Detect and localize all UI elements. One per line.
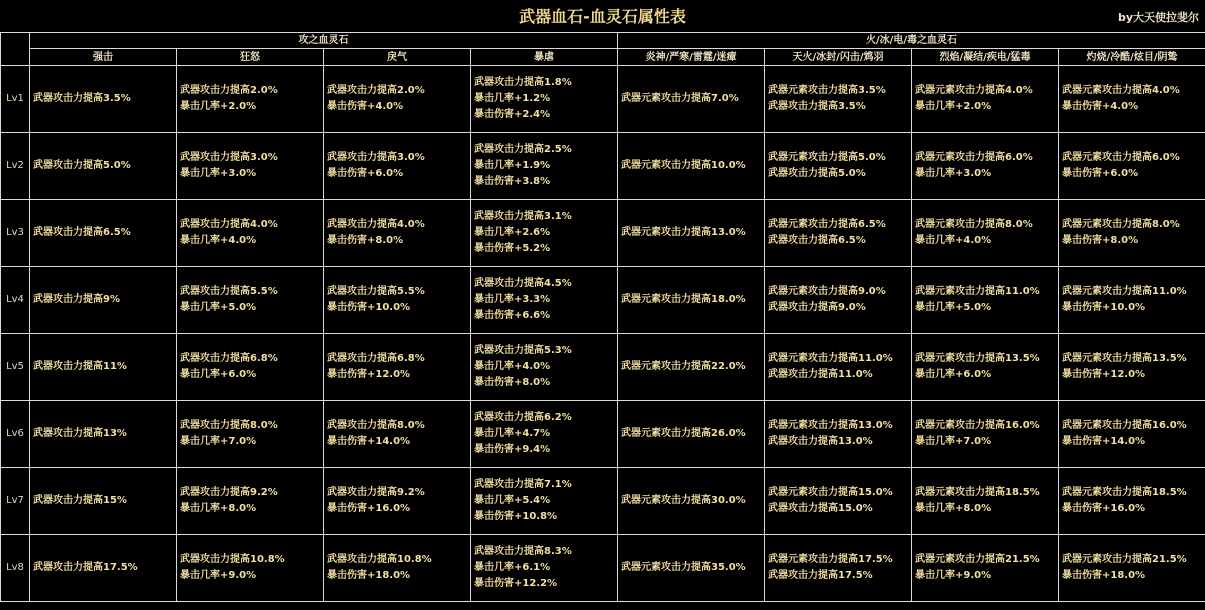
attribute-line: 武器攻击力提高4.5% bbox=[474, 278, 572, 289]
attribute-cell bbox=[618, 334, 765, 401]
attribute-line: 武器元素攻击力提高4.0% bbox=[915, 85, 1033, 96]
attribute-line: 暴击伤害+14.0% bbox=[327, 436, 411, 447]
attribute-line: 武器攻击力提高5.0% bbox=[33, 160, 131, 171]
column-header: 强击 bbox=[30, 49, 177, 66]
attribute-cell bbox=[618, 267, 765, 334]
attribute-cell bbox=[912, 66, 1059, 133]
attribute-line: 暴击几率+2.0% bbox=[180, 101, 257, 112]
attribute-line: 暴击伤害+5.2% bbox=[474, 243, 551, 254]
page-title: 武器血石-血灵石属性表 bbox=[519, 7, 686, 26]
attribute-cell bbox=[324, 468, 471, 535]
table-row bbox=[1, 133, 1205, 200]
attribute-line: 武器元素攻击力提高18.5% bbox=[915, 487, 1040, 498]
attribute-line: 武器攻击力提高6.5% bbox=[768, 235, 866, 246]
attribute-line: 暴击伤害+12.0% bbox=[1062, 369, 1146, 380]
attribute-line: 武器攻击力提高6.8% bbox=[180, 353, 278, 364]
bloodstone-attribute-table bbox=[0, 32, 1205, 602]
attribute-line: 武器攻击力提高2.0% bbox=[180, 85, 278, 96]
attribute-line: 暴击几率+4.0% bbox=[474, 361, 551, 372]
attribute-line: 暴击几率+7.0% bbox=[915, 436, 992, 447]
level-label: Lv7 bbox=[1, 468, 30, 535]
attribute-line: 暴击几率+5.0% bbox=[915, 302, 992, 313]
attribute-cell bbox=[765, 200, 912, 267]
attribute-line: 暴击伤害+18.0% bbox=[327, 570, 411, 581]
attribute-line: 武器攻击力提高2.5% bbox=[474, 144, 572, 155]
attribute-line: 暴击伤害+12.2% bbox=[474, 578, 558, 589]
attribute-line: 武器元素攻击力提高11.0% bbox=[915, 286, 1040, 297]
attribute-line: 武器攻击力提高5.3% bbox=[474, 345, 572, 356]
attribute-cell bbox=[324, 200, 471, 267]
attribute-line: 暴击几率+7.0% bbox=[180, 436, 257, 447]
attribute-line: 暴击伤害+8.0% bbox=[474, 377, 551, 388]
attribute-line: 武器元素攻击力提高16.0% bbox=[915, 420, 1040, 431]
attribute-line: 暴击几率+9.0% bbox=[915, 570, 992, 581]
attribute-line: 暴击几率+2.6% bbox=[474, 227, 551, 238]
group-header-element: 火/冰/电/毒之血灵石 bbox=[618, 33, 1205, 49]
attribute-line: 武器元素攻击力提高17.5% bbox=[768, 554, 893, 565]
attribute-line: 暴击伤害+10.0% bbox=[327, 302, 411, 313]
attribute-line: 暴击几率+3.0% bbox=[915, 168, 992, 179]
attribute-cell bbox=[618, 200, 765, 267]
column-header: 狂怒 bbox=[177, 49, 324, 66]
attribute-line: 武器元素攻击力提高16.0% bbox=[1062, 420, 1187, 431]
attribute-cell bbox=[1059, 468, 1205, 535]
attribute-line: 暴击伤害+10.8% bbox=[474, 511, 558, 522]
attribute-line: 暴击伤害+8.0% bbox=[327, 235, 404, 246]
attribute-cell bbox=[324, 267, 471, 334]
attribute-line: 暴击几率+5.0% bbox=[180, 302, 257, 313]
attribute-line: 暴击几率+2.0% bbox=[915, 101, 992, 112]
attribute-cell bbox=[30, 267, 177, 334]
table-row bbox=[1, 334, 1205, 401]
attribute-cell bbox=[912, 535, 1059, 602]
attribute-cell bbox=[765, 535, 912, 602]
attribute-cell bbox=[177, 535, 324, 602]
attribute-cell bbox=[618, 535, 765, 602]
attribute-line: 暴击伤害+9.4% bbox=[474, 444, 551, 455]
attribute-cell bbox=[471, 468, 618, 535]
attribute-line: 武器元素攻击力提高18.0% bbox=[621, 294, 746, 305]
attribute-line: 武器元素攻击力提高13.0% bbox=[768, 420, 893, 431]
attribute-cell bbox=[177, 66, 324, 133]
attribute-line: 武器元素攻击力提高13.5% bbox=[915, 353, 1040, 364]
corner-cell bbox=[1, 33, 30, 66]
attribute-cell bbox=[471, 66, 618, 133]
level-label: Lv2 bbox=[1, 133, 30, 200]
attribute-cell bbox=[912, 334, 1059, 401]
attribute-line: 暴击几率+9.0% bbox=[180, 570, 257, 581]
attribute-line: 武器攻击力提高13.0% bbox=[768, 436, 873, 447]
attribute-line: 武器元素攻击力提高11.0% bbox=[768, 353, 893, 364]
attribute-line: 武器攻击力提高15.0% bbox=[768, 503, 873, 514]
attribute-cell bbox=[912, 133, 1059, 200]
table-row bbox=[1, 200, 1205, 267]
attribute-cell bbox=[471, 133, 618, 200]
attribute-line: 武器攻击力提高6.2% bbox=[474, 412, 572, 423]
attribute-line: 武器攻击力提高8.3% bbox=[474, 546, 572, 557]
attribute-line: 武器攻击力提高8.0% bbox=[180, 420, 278, 431]
attribute-line: 武器元素攻击力提高6.0% bbox=[915, 152, 1033, 163]
attribute-cell bbox=[912, 468, 1059, 535]
attribute-line: 武器攻击力提高3.0% bbox=[327, 152, 425, 163]
attribute-line: 武器攻击力提高3.1% bbox=[474, 211, 572, 222]
attribute-line: 武器攻击力提高6.8% bbox=[327, 353, 425, 364]
attribute-line: 武器攻击力提高4.0% bbox=[327, 219, 425, 230]
attribute-line: 暴击伤害+6.0% bbox=[1062, 168, 1139, 179]
attribute-line: 暴击伤害+6.0% bbox=[327, 168, 404, 179]
attribute-line: 武器攻击力提高7.1% bbox=[474, 479, 572, 490]
attribute-line: 武器攻击力提高11% bbox=[33, 361, 127, 372]
attribute-cell bbox=[912, 267, 1059, 334]
attribute-line: 武器元素攻击力提高35.0% bbox=[621, 562, 746, 573]
attribute-cell bbox=[177, 468, 324, 535]
attribute-cell bbox=[177, 334, 324, 401]
attribute-line: 武器元素攻击力提高11.0% bbox=[1062, 286, 1187, 297]
attribute-line: 武器攻击力提高5.5% bbox=[180, 286, 278, 297]
group-header-attack: 攻之血灵石 bbox=[30, 33, 618, 49]
table-row bbox=[1, 468, 1205, 535]
attribute-line: 暴击几率+8.0% bbox=[915, 503, 992, 514]
table-row bbox=[1, 66, 1205, 133]
attribute-line: 暴击几率+1.9% bbox=[474, 160, 551, 171]
attribute-line: 暴击伤害+2.4% bbox=[474, 109, 551, 120]
attribute-line: 武器元素攻击力提高8.0% bbox=[1062, 219, 1180, 230]
attribute-line: 武器元素攻击力提高6.5% bbox=[768, 219, 886, 230]
attribute-line: 暴击伤害+16.0% bbox=[327, 503, 411, 514]
attribute-cell bbox=[30, 468, 177, 535]
attribute-line: 武器攻击力提高10.8% bbox=[327, 554, 432, 565]
attribute-cell bbox=[30, 334, 177, 401]
attribute-line: 武器元素攻击力提高3.5% bbox=[768, 85, 886, 96]
attribute-cell bbox=[912, 401, 1059, 468]
attribute-cell bbox=[471, 267, 618, 334]
column-header: 烈焰/凝结/疾电/猛毒 bbox=[912, 49, 1059, 66]
attribute-line: 武器元素攻击力提高13.5% bbox=[1062, 353, 1187, 364]
attribute-line: 武器元素攻击力提高18.5% bbox=[1062, 487, 1187, 498]
author-credit: by大天使拉斐尔 bbox=[1117, 11, 1199, 24]
attribute-line: 武器攻击力提高5.5% bbox=[327, 286, 425, 297]
attribute-cell bbox=[30, 133, 177, 200]
attribute-line: 暴击伤害+18.0% bbox=[1062, 570, 1146, 581]
attribute-cell bbox=[471, 401, 618, 468]
attribute-cell bbox=[1059, 267, 1205, 334]
attribute-cell bbox=[1059, 66, 1205, 133]
attribute-cell bbox=[1059, 133, 1205, 200]
column-header: 炎神/严寒/雷霆/迷瘴 bbox=[618, 49, 765, 66]
attribute-cell bbox=[324, 66, 471, 133]
level-label: Lv3 bbox=[1, 200, 30, 267]
attribute-cell bbox=[1059, 334, 1205, 401]
attribute-cell bbox=[618, 133, 765, 200]
attribute-line: 武器元素攻击力提高22.0% bbox=[621, 361, 746, 372]
attribute-line: 武器元素攻击力提高15.0% bbox=[768, 487, 893, 498]
attribute-line: 暴击几率+3.3% bbox=[474, 294, 551, 305]
attribute-line: 武器元素攻击力提高26.0% bbox=[621, 428, 746, 439]
attribute-cell bbox=[324, 133, 471, 200]
attribute-cell bbox=[177, 267, 324, 334]
attribute-line: 武器攻击力提高5.0% bbox=[768, 168, 866, 179]
attribute-cell bbox=[765, 334, 912, 401]
attribute-line: 武器攻击力提高9.2% bbox=[180, 487, 278, 498]
attribute-line: 武器元素攻击力提高7.0% bbox=[621, 93, 739, 104]
attribute-cell bbox=[324, 535, 471, 602]
attribute-line: 武器元素攻击力提高13.0% bbox=[621, 227, 746, 238]
attribute-line: 武器元素攻击力提高5.0% bbox=[768, 152, 886, 163]
attribute-line: 武器攻击力提高9.0% bbox=[768, 302, 866, 313]
attribute-cell bbox=[30, 401, 177, 468]
attribute-line: 武器攻击力提高17.5% bbox=[33, 562, 138, 573]
attribute-line: 暴击伤害+12.0% bbox=[327, 369, 411, 380]
attribute-line: 暴击伤害+8.0% bbox=[1062, 235, 1139, 246]
attribute-cell bbox=[1059, 535, 1205, 602]
attribute-cell bbox=[912, 200, 1059, 267]
attribute-cell bbox=[471, 334, 618, 401]
attribute-cell bbox=[177, 200, 324, 267]
table-body bbox=[1, 33, 1205, 602]
attribute-line: 武器攻击力提高2.0% bbox=[327, 85, 425, 96]
column-header: 戾气 bbox=[324, 49, 471, 66]
attribute-line: 武器元素攻击力提高8.0% bbox=[915, 219, 1033, 230]
attribute-line: 暴击几率+4.0% bbox=[915, 235, 992, 246]
attribute-line: 暴击几率+8.0% bbox=[180, 503, 257, 514]
attribute-cell bbox=[1059, 401, 1205, 468]
attribute-cell bbox=[618, 468, 765, 535]
attribute-line: 暴击伤害+16.0% bbox=[1062, 503, 1146, 514]
attribute-line: 武器元素攻击力提高30.0% bbox=[621, 495, 746, 506]
level-label: Lv1 bbox=[1, 66, 30, 133]
attribute-line: 武器攻击力提高17.5% bbox=[768, 570, 873, 581]
attribute-line: 武器元素攻击力提高4.0% bbox=[1062, 85, 1180, 96]
attribute-cell bbox=[324, 401, 471, 468]
attribute-cell bbox=[765, 401, 912, 468]
attribute-line: 武器元素攻击力提高6.0% bbox=[1062, 152, 1180, 163]
attribute-line: 武器元素攻击力提高21.5% bbox=[915, 554, 1040, 565]
attribute-line: 暴击几率+6.1% bbox=[474, 562, 551, 573]
attribute-cell bbox=[765, 133, 912, 200]
attribute-line: 暴击伤害+4.0% bbox=[1062, 101, 1139, 112]
attribute-cell bbox=[177, 133, 324, 200]
attribute-cell bbox=[177, 401, 324, 468]
attribute-cell bbox=[765, 66, 912, 133]
attribute-cell bbox=[1059, 200, 1205, 267]
attribute-cell bbox=[471, 200, 618, 267]
attribute-line: 武器攻击力提高6.5% bbox=[33, 227, 131, 238]
column-header: 天火/冰封/闪击/鸩羽 bbox=[765, 49, 912, 66]
group-header-row bbox=[1, 33, 1205, 49]
column-header: 灼烧/冷酷/炫目/阴鸷 bbox=[1059, 49, 1205, 66]
attribute-line: 武器攻击力提高11.0% bbox=[768, 369, 873, 380]
attribute-cell bbox=[618, 66, 765, 133]
attribute-cell bbox=[471, 535, 618, 602]
attribute-line: 武器攻击力提高3.0% bbox=[180, 152, 278, 163]
level-label: Lv5 bbox=[1, 334, 30, 401]
attribute-line: 武器攻击力提高8.0% bbox=[327, 420, 425, 431]
table-row bbox=[1, 401, 1205, 468]
table-row bbox=[1, 535, 1205, 602]
attribute-cell bbox=[765, 468, 912, 535]
attribute-line: 武器攻击力提高13% bbox=[33, 428, 127, 439]
attribute-line: 武器攻击力提高3.5% bbox=[768, 101, 866, 112]
attribute-line: 武器攻击力提高4.0% bbox=[180, 219, 278, 230]
attribute-line: 武器攻击力提高9.2% bbox=[327, 487, 425, 498]
attribute-line: 暴击几率+6.0% bbox=[915, 369, 992, 380]
level-label: Lv4 bbox=[1, 267, 30, 334]
attribute-line: 武器攻击力提高3.5% bbox=[33, 93, 131, 104]
level-label: Lv8 bbox=[1, 535, 30, 602]
attribute-line: 暴击几率+5.4% bbox=[474, 495, 551, 506]
attribute-line: 暴击伤害+10.0% bbox=[1062, 302, 1146, 313]
attribute-line: 暴击伤害+4.0% bbox=[327, 101, 404, 112]
attribute-line: 武器元素攻击力提高9.0% bbox=[768, 286, 886, 297]
attribute-line: 暴击几率+4.7% bbox=[474, 428, 551, 439]
attribute-line: 暴击几率+3.0% bbox=[180, 168, 257, 179]
attribute-line: 武器攻击力提高9% bbox=[33, 294, 120, 305]
table-row bbox=[1, 267, 1205, 334]
column-header: 暴虐 bbox=[471, 49, 618, 66]
attribute-line: 暴击几率+6.0% bbox=[180, 369, 257, 380]
attribute-cell bbox=[30, 535, 177, 602]
attribute-line: 暴击几率+1.2% bbox=[474, 93, 551, 104]
column-header-row bbox=[1, 49, 1205, 66]
attribute-line: 暴击伤害+3.8% bbox=[474, 176, 551, 187]
attribute-line: 暴击几率+4.0% bbox=[180, 235, 257, 246]
level-label: Lv6 bbox=[1, 401, 30, 468]
attribute-cell bbox=[618, 401, 765, 468]
attribute-line: 武器攻击力提高10.8% bbox=[180, 554, 285, 565]
attribute-cell bbox=[30, 200, 177, 267]
attribute-line: 暴击伤害+14.0% bbox=[1062, 436, 1146, 447]
attribute-cell bbox=[324, 334, 471, 401]
attribute-line: 武器攻击力提高15% bbox=[33, 495, 127, 506]
attribute-cell bbox=[765, 267, 912, 334]
attribute-line: 武器元素攻击力提高10.0% bbox=[621, 160, 746, 171]
attribute-line: 武器元素攻击力提高21.5% bbox=[1062, 554, 1187, 565]
attribute-line: 武器攻击力提高1.8% bbox=[474, 77, 572, 88]
attribute-line: 暴击伤害+6.6% bbox=[474, 310, 551, 321]
attribute-cell bbox=[30, 66, 177, 133]
